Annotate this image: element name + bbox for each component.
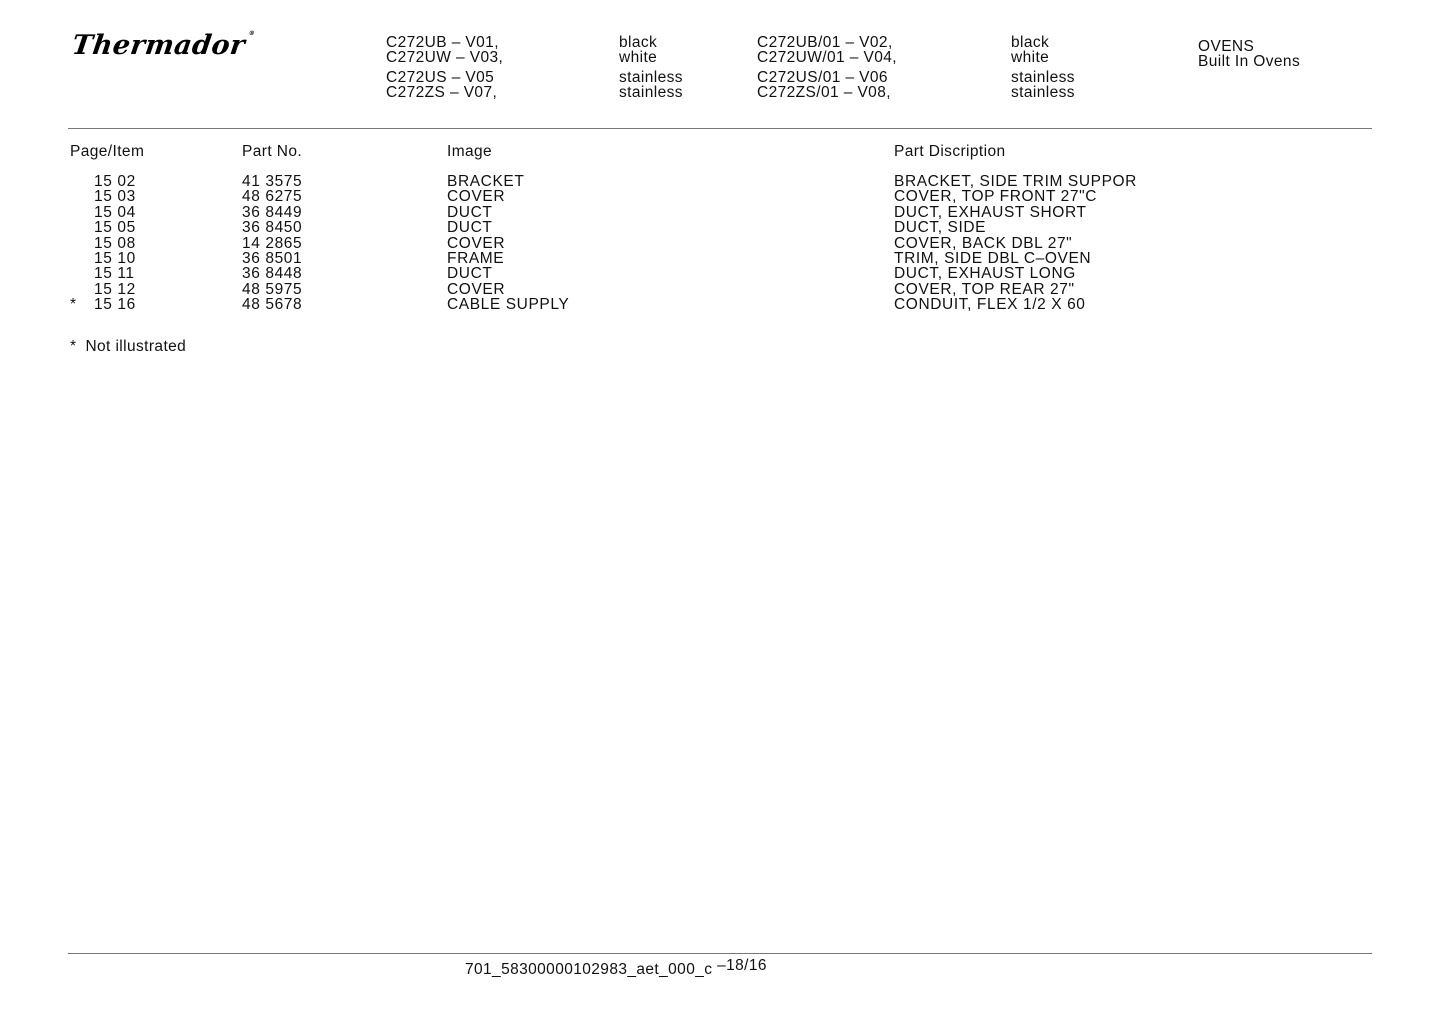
image-cell: FRAME [447, 249, 505, 267]
parts-table [0, 174, 1442, 313]
image-cell: DUCT [447, 203, 493, 221]
brand-logo [70, 30, 256, 61]
image-cell: COVER [447, 188, 506, 206]
description-cell: DUCT, EXHAUST LONG [894, 265, 1076, 283]
table-row [0, 282, 1442, 297]
description-cell: DUCT, SIDE [894, 219, 987, 237]
part-number-cell: 48 5678 [242, 296, 303, 314]
column-header-part-no: Part No. [242, 143, 303, 160]
description-cell: COVER, TOP REAR 27" [894, 280, 1075, 298]
header-divider [68, 128, 1372, 129]
description-cell: DUCT, EXHAUST SHORT [894, 203, 1087, 221]
table-row [0, 205, 1442, 220]
footnote-mark: * [70, 338, 77, 355]
column-header-page-item: Page/Item [70, 143, 145, 160]
model-color: stainless [619, 84, 683, 101]
model-number: C272UB/01 – V02, [757, 34, 893, 51]
model-color: stainless [1011, 84, 1075, 101]
model-number: C272US/01 – V06 [757, 69, 888, 86]
part-number-cell: 36 8501 [242, 249, 303, 267]
table-row [0, 189, 1442, 204]
table-header [0, 143, 1442, 161]
image-cell: DUCT [447, 265, 493, 283]
table-row [0, 266, 1442, 281]
table-row [0, 174, 1442, 189]
page-item-cell: 15 16 [94, 296, 136, 314]
column-header-description: Part Discription [894, 143, 1006, 160]
column-header-image: Image [447, 143, 493, 160]
model-color: stainless [619, 69, 683, 86]
page-item-cell: 15 08 [94, 234, 136, 252]
model-number: C272UW – V03, [386, 49, 504, 66]
description-cell: TRIM, SIDE DBL C–OVEN [894, 249, 1092, 267]
model-color: white [619, 49, 658, 66]
part-number-cell: 48 5975 [242, 280, 303, 298]
model-number: C272UB – V01, [386, 34, 499, 51]
page-item-cell: 15 12 [94, 280, 136, 298]
table-row [0, 236, 1442, 251]
part-number-cell: 48 6275 [242, 188, 303, 206]
page-item-cell: 15 05 [94, 219, 136, 237]
not-illustrated-mark: * [70, 296, 77, 314]
page-item-cell: 15 03 [94, 188, 136, 206]
part-number-cell: 36 8450 [242, 219, 303, 237]
product-category [1198, 39, 1300, 69]
category-title: OVENS [1198, 38, 1255, 55]
part-number-cell: 14 2865 [242, 234, 303, 252]
page-item-cell: 15 10 [94, 249, 136, 267]
model-color: white [1011, 49, 1050, 66]
brand-name: Thermador [70, 30, 248, 61]
description-cell: COVER, BACK DBL 27" [894, 234, 1073, 252]
page-footer [465, 957, 767, 979]
model-color: black [619, 34, 658, 51]
description-cell: CONDUIT, FLEX 1/2 X 60 [894, 296, 1086, 314]
description-cell: BRACKET, SIDE TRIM SUPPOR [894, 173, 1137, 190]
page-item-cell: 15 11 [94, 265, 135, 283]
model-color: black [1011, 34, 1050, 51]
part-number-cell: 41 3575 [242, 173, 303, 190]
registered-mark: ® [248, 30, 256, 37]
part-number-cell: 36 8448 [242, 265, 303, 283]
page-item-cell: 15 02 [94, 173, 136, 190]
table-row [0, 220, 1442, 235]
image-cell: DUCT [447, 219, 493, 237]
model-color: stainless [1011, 69, 1075, 86]
image-cell: BRACKET [447, 173, 525, 190]
category-subtitle: Built In Ovens [1198, 53, 1301, 70]
model-number: C272US – V05 [386, 69, 495, 86]
model-number: C272UW/01 – V04, [757, 49, 897, 66]
page-number: –18/16 [717, 957, 767, 974]
footer-divider [68, 953, 1372, 954]
table-row [0, 297, 1442, 312]
page-item-cell: 15 04 [94, 203, 136, 221]
model-number: C272ZS/01 – V08, [757, 84, 891, 101]
footnote-text: Not illustrated [85, 338, 187, 355]
part-number-cell: 36 8449 [242, 203, 303, 221]
document-id: 701_58300000102983_aet_000_c [465, 961, 713, 978]
footnote [70, 338, 186, 356]
image-cell: COVER [447, 280, 506, 298]
table-row [0, 251, 1442, 266]
model-number: C272ZS – V07, [386, 84, 498, 101]
image-cell: COVER [447, 234, 506, 252]
image-cell: CABLE SUPPLY [447, 296, 570, 314]
description-cell: COVER, TOP FRONT 27"C [894, 188, 1098, 206]
